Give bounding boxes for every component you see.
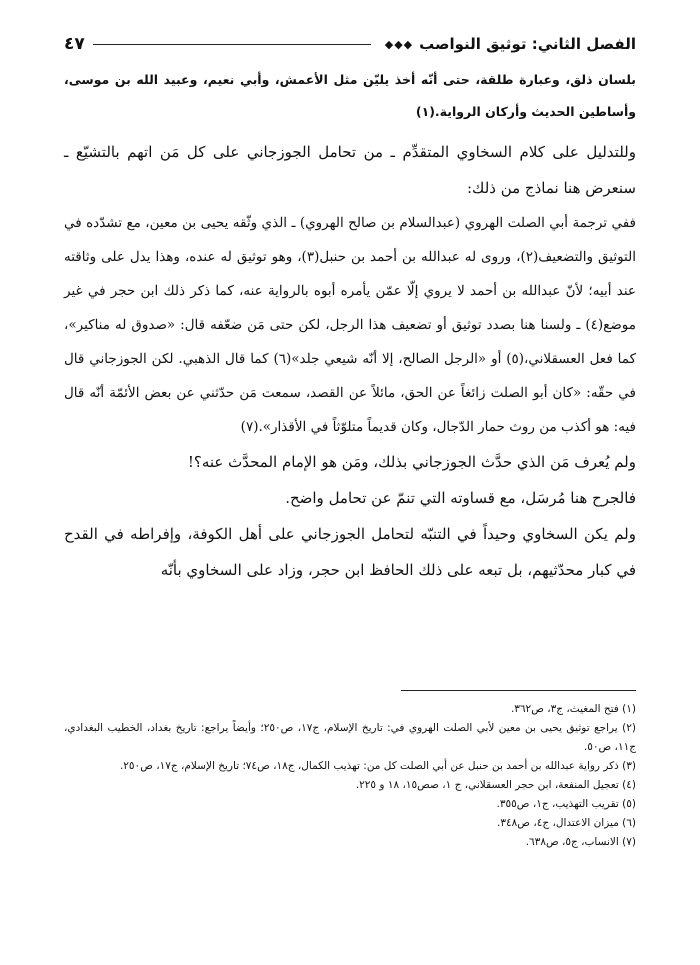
footnote-7: (٧) الانساب، ج٥، ص٦٣٨. <box>525 836 636 848</box>
header-rule <box>93 44 371 45</box>
quote-intro: بلسان ذلق، وعبارة طلقة، حتى أنّه أخذ يليّن مثل الأعمش، وأبي نعيم، وعبيد الله بن موسى، وأساطين الحديث وأركان الرواية.(١) <box>64 72 636 119</box>
footnote-4: (٤) تعجيل المنفعة، ابن حجر العسقلاني، ج ١، صص١٥، ١٨ و ٢٢٥. <box>355 779 636 791</box>
paragraph-5: ولم يكن السخاوي وحيداً في التنبّه لتحامل الجوزجاني على أهل الكوفة، وإفراطه في القدح في كبار محدّثيهم، بل تبعه على ذلك الحافظ ابن حجر، وزاد على السخاوي بأنّه <box>64 525 636 579</box>
page-number: ٤٧ <box>64 34 85 54</box>
diamond-ornament-icon: ◆◆◆ <box>384 37 414 51</box>
footnote-6: (٦) ميزان الاعتدال، ج٤، ص٣٤٨. <box>497 817 636 829</box>
footnote-separator <box>401 690 636 691</box>
paragraph-3: ولم يُعرف مَن الذي حدَّث الجوزجاني بذلك، ومَن هو الإمام المحدَّث عنه؟! <box>187 453 636 471</box>
running-header <box>64 32 636 56</box>
footnote-5: (٥) تقريب التهذيب، ج١، ص٣٥٥. <box>496 798 636 810</box>
main-text <box>64 64 636 588</box>
paragraph-4: فالجرح هنا مُرسَل، مع قساوته التي تنمّ عن تحامل واضح. <box>285 489 636 507</box>
footnotes <box>64 700 636 852</box>
paragraph-2: ففي ترجمة أبي الصلت الهروي (عبدالسلام بن صالح الهروي) ـ الذي وثّقه يحيى بن معين، مع تشدّده في التوثيق والتضعيف(٢)، وروى له عبدالله بن أحمد بن حنبل(٣)، وهو توثيق له عنده، وهذا يدل على وثاقته عند أبيه؛ لأنّ عبدالله بن أحمد لا يروي إلّا عمّن يأمره أبوه بالرواية عنه، كما ذكر ذلك ابن حجر في غير موضع(٤) ـ ولسنا هنا بصدد توثيق أو تضعيف هذا الرجل، لكن حتى مَن ضعّفه قال: «صدوق له مناكير»، كما فعل العسقلاني،(٥) أو «الرجل الصالح، إلا أنّه شيعي جلد»(٦) كما قال الذهبي. لكن الجوزجاني قال في حقّه: «كان أبو الصلت زائغاً عن الحق، مائلاً عن القصد، سمعت مَن حدّثني عن بعض الأئمّة أنّه قال فيه: هو أكذب من روث حمار الدّجال، وكان قديماً متلوّثاً في الأقذار».(٧) <box>64 215 637 435</box>
footnote-2: (٢) يراجع توثيق يحيى بن معين لأبي الصلت الهروي في: تاريخ الإسلام، ج١٧، ص٢٥٠؛ وأيضاً يراجع: تاريخ بغداد، الخطيب البغدادي، ج١١، ص٥٠. <box>64 722 636 753</box>
footnote-1: (١) فتح المغيث، ج٣، ص٣٦٢. <box>510 703 636 715</box>
chapter-title: الفصل الثاني: توثيق النواصب <box>419 35 636 53</box>
footnote-3: (٣) ذكر رواية عبدالله بن أحمد بن حنبل عن أبي الصلت كل من: تهذيب الكمال، ج١٨، ص٧٤؛ تاريخ الإسلام، ج١٧، ص٢٥٠. <box>119 760 636 772</box>
paragraph-1: وللتدليل على كلام السخاوي المتقدِّم ـ من تحامل الجوزجاني على كل مَن اتهم بالتشيّع ـ سنعرض هنا نماذج من ذلك: <box>64 143 636 197</box>
